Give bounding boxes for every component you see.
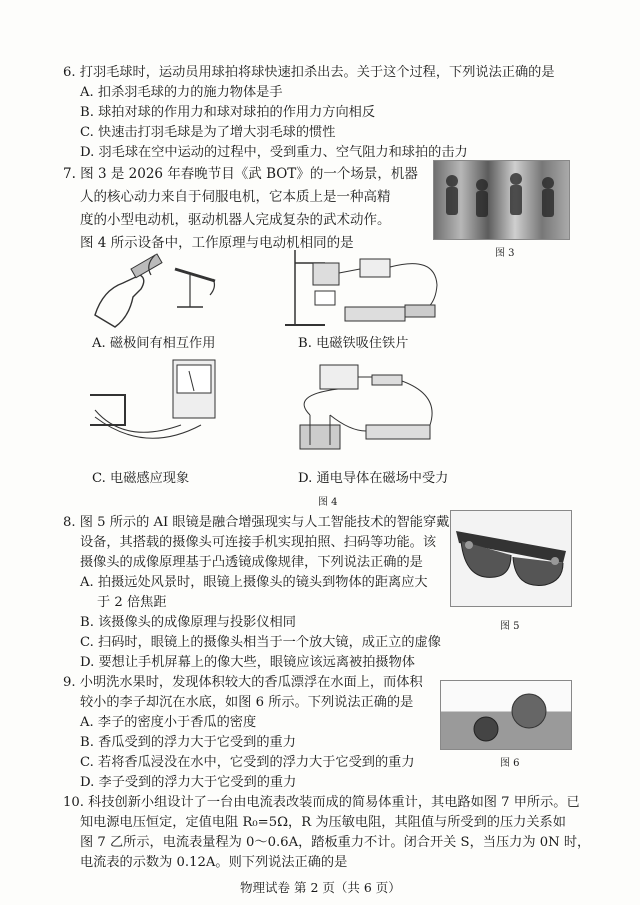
figure-3-caption: 图 3 <box>495 248 515 259</box>
figure-4-caption: 图 4 <box>318 497 338 508</box>
figure-5-photo <box>450 510 572 607</box>
q9-option-c: C. 若将香瓜浸没在水中，它受到的浮力大于它受到的重力 <box>80 755 415 770</box>
q6-stem: 6. 打羽毛球时，运动员用球拍将球快速扣杀出去。关于这个过程，下列说法正确的是 <box>63 65 555 80</box>
q10-line-3: 图 7 乙所示，电流表量程为 0～0.6A，踏板重力不计。闭合开关 S，当压力为 0N 时， <box>80 835 591 850</box>
q6-option-a: A. 扣杀羽毛球的力的施力物体是手 <box>80 85 283 100</box>
q8-option-b: B. 该摄像头的成像原理与投影仪相同 <box>80 615 296 630</box>
figure-6-photo <box>440 680 572 750</box>
q9-line-2: 较小的李子却沉在水底，如图 6 所示。下列说法正确的是 <box>80 695 414 710</box>
q7-line-1: 7. 图 3 是 2026 年春晚节目《武 BOT》的一个场景，机器 <box>63 166 418 182</box>
q9-line-1: 9. 小明洗水果时，发现体积较大的香瓜漂浮在水面上，而体积 <box>63 675 423 690</box>
q6-option-b: B. 球拍对球的作用力和球对球拍的作用力方向相反 <box>80 105 376 120</box>
figure-4c-galvanometer <box>85 355 225 465</box>
q6-option-d: D. 羽毛球在空中运动的过程中，受到重力、空气阻力和球拍的击力 <box>80 145 468 160</box>
figure-4a-magnets <box>85 245 225 335</box>
q9-option-d: D. 李子受到的浮力大于它受到的重力 <box>80 775 297 790</box>
q8-line-3: 摄像头的成像原理基于凸透镜成像规律，下列说法正确的是 <box>80 555 423 570</box>
robot-silhouettes <box>434 161 569 239</box>
figure-4b-electromagnet <box>285 245 455 335</box>
q8-line-2: 设备，其搭载的摄像头可连接手机实现拍照、扫码等功能。该 <box>80 535 437 550</box>
q8-option-a: A. 拍摄远处风景时，眼镜上摄像头的镜头到物体的距离应大 <box>80 575 428 590</box>
figure-4b-label: B. 电磁铁吸住铁片 <box>298 336 409 351</box>
q8-option-c: C. 扫码时，眼镜上的摄像头相当于一个放大镜，成正立的虚像 <box>80 635 441 650</box>
figure-5-caption: 图 5 <box>500 621 520 632</box>
page-footer: 物理试卷 第 2 页（共 6 页） <box>240 880 401 895</box>
q7-line-2: 人的核心动力来自于伺服电机，它本质上是一种高精 <box>80 189 391 205</box>
q6-option-c: C. 快速击打羽毛球是为了增大羽毛球的惯性 <box>80 125 336 140</box>
q10-line-2: 知电源电压恒定，定值电阻 R₀=5Ω，R 为压敏电阻，其阻值与所受到的压力关系如 <box>80 815 566 830</box>
q9-option-a: A. 李子的密度小于香瓜的密度 <box>80 715 257 730</box>
figure-4d-label: D. 通电导体在磁场中受力 <box>298 471 449 486</box>
q7-line-3: 度的小型电动机，驱动机器人完成复杂的武术动作。 <box>80 212 391 228</box>
figure-3-photo <box>433 160 570 240</box>
figure-4c-label: C. 电磁感应现象 <box>92 471 190 486</box>
q10-line-4: 电流表的示数为 0.12A。则下列说法正确的是 <box>80 855 348 870</box>
figure-6-caption: 图 6 <box>500 758 520 769</box>
q8-option-d: D. 要想让手机屏幕上的像大些，眼镜应该远离被拍摄物体 <box>80 655 415 670</box>
q9-option-b: B. 香瓜受到的浮力大于它受到的重力 <box>80 735 296 750</box>
q8-option-a-cont: 于 2 倍焦距 <box>97 595 167 610</box>
q10-line-1: 10. 科技创新小组设计了一台由电流表改装而成的简易体重计，其电路如图 7 甲所示。已 <box>63 795 580 810</box>
q8-line-1: 8. 图 5 所示的 AI 眼镜是融合增强现实与人工智能技术的智能穿戴 <box>63 515 450 530</box>
fruit-in-water-drawing <box>441 681 571 749</box>
figure-4a-label: A. 磁极间有相互作用 <box>92 336 216 351</box>
q7-line-4: 图 4 所示设备中，工作原理与电动机相同的是 <box>80 235 354 251</box>
figure-4d-conductor <box>290 355 450 465</box>
ai-glasses-drawing <box>451 511 571 606</box>
